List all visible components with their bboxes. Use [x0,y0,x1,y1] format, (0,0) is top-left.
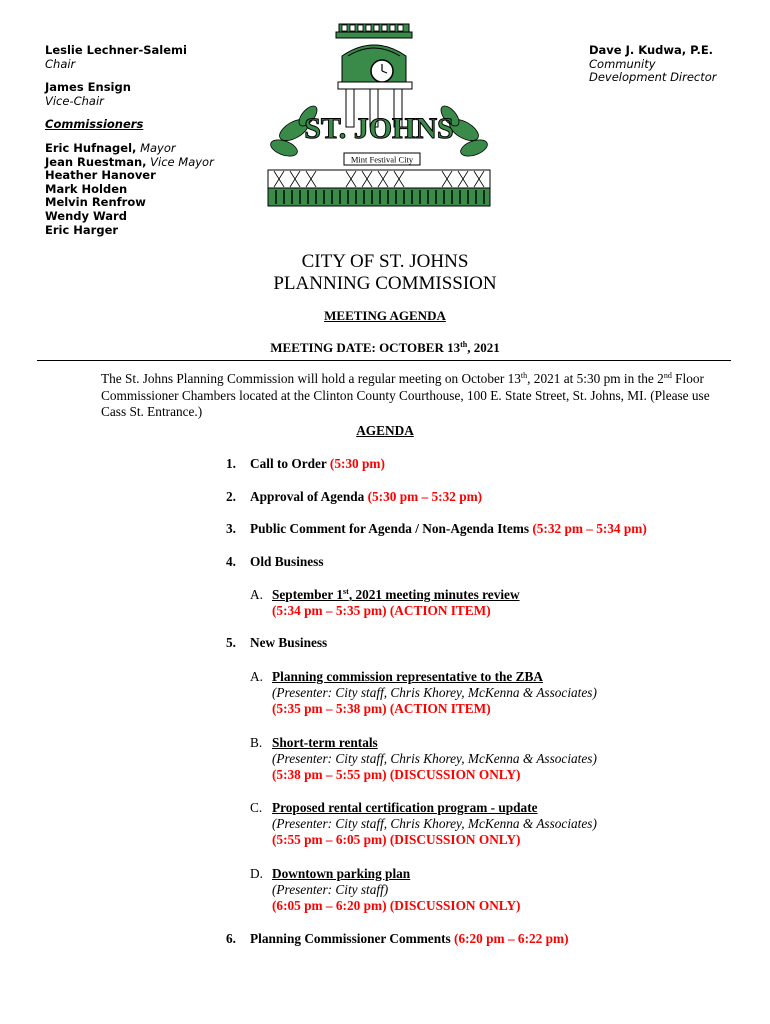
logo-lettering: ST. JOHNS [304,112,454,145]
vice-chair-name: James Ensign [45,80,131,95]
sub-item-time: (5:38 pm – 5:55 pm) (DISCUSSION ONLY) [272,767,521,782]
sub-item-time: (6:05 pm – 6:20 pm) (DISCUSSION ONLY) [272,898,521,913]
st-johns-logo [264,20,494,212]
commissioners-heading: Commissioners [45,117,144,132]
commissioner-list [45,142,214,237]
commission-title: PLANNING COMMISSION [273,273,497,294]
chair-role: Chair [45,56,76,71]
meeting-agenda-title: MEETING AGENDA [324,308,446,323]
commissioner-entry: Eric Hufnagel, Mayor [45,140,176,155]
sub-item-time: (5:34 pm – 5:35 pm) (ACTION ITEM) [272,603,491,618]
chair-name: Leslie Lechner-Salemi [45,43,187,57]
commissioner-entry: Eric Harger [45,222,119,237]
city-title: CITY OF ST. JOHNS [301,251,469,272]
director-name: Dave J. Kudwa, P.E. [589,43,714,57]
sub-item-time: (5:35 pm – 5:38 pm) (ACTION ITEM) [272,701,491,716]
logo-banner: Mint Festival City [350,154,414,165]
commissioner-entry: Heather Hanover [45,168,156,183]
meeting-date: MEETING DATE: OCTOBER 13th, 2021 [270,340,500,355]
sub-item-title: Short-term rentals [272,735,378,750]
vice-chair-role: Vice-Chair [45,93,104,108]
sub-item-time: (5:55 pm – 6:05 pm) (DISCUSSION ONLY) [272,832,521,847]
sub-item-presenter: (Presenter: City staff, Chris Khorey, McKenna & Associates) [272,685,597,700]
board-members [45,44,214,237]
intro-paragraph: The St. Johns Planning Commission will hold a regular meeting on October 13th, 2021 at 5:30 pm in the 2nd Floor Commissioner Chambers located at the Clinton County Courthouse, 100 E. State Street, St. Johns, MI. (Please use Cass St. Entrance.) [101,371,710,419]
commissioner-entry: Mark Holden [45,181,128,196]
commissioner-entry: Jean Ruestman, Vice Mayor [45,154,214,169]
sub-item-title: Planning commission representative to the ZBA [272,669,543,684]
director-role-line2: Development Director [589,70,717,85]
sub-item-title: Downtown parking plan [272,866,411,881]
sub-item-presenter: (Presenter: City staff, Chris Khorey, McKenna & Associates) [272,816,597,831]
director-role-line1: Community [589,56,656,71]
sub-item-title: September 1st, 2021 meeting minutes review [272,587,520,602]
director-block [589,44,717,85]
sub-item-title: Proposed rental certification program - update [272,800,538,815]
commissioner-entry: Melvin Renfrow [45,195,146,210]
commissioner-entry: Wendy Ward [45,208,127,223]
header-divider [37,360,731,361]
sub-item-presenter: (Presenter: City staff) [272,882,389,897]
agenda-heading: AGENDA [356,423,414,438]
sub-item-presenter: (Presenter: City staff, Chris Khorey, McKenna & Associates) [272,751,597,766]
